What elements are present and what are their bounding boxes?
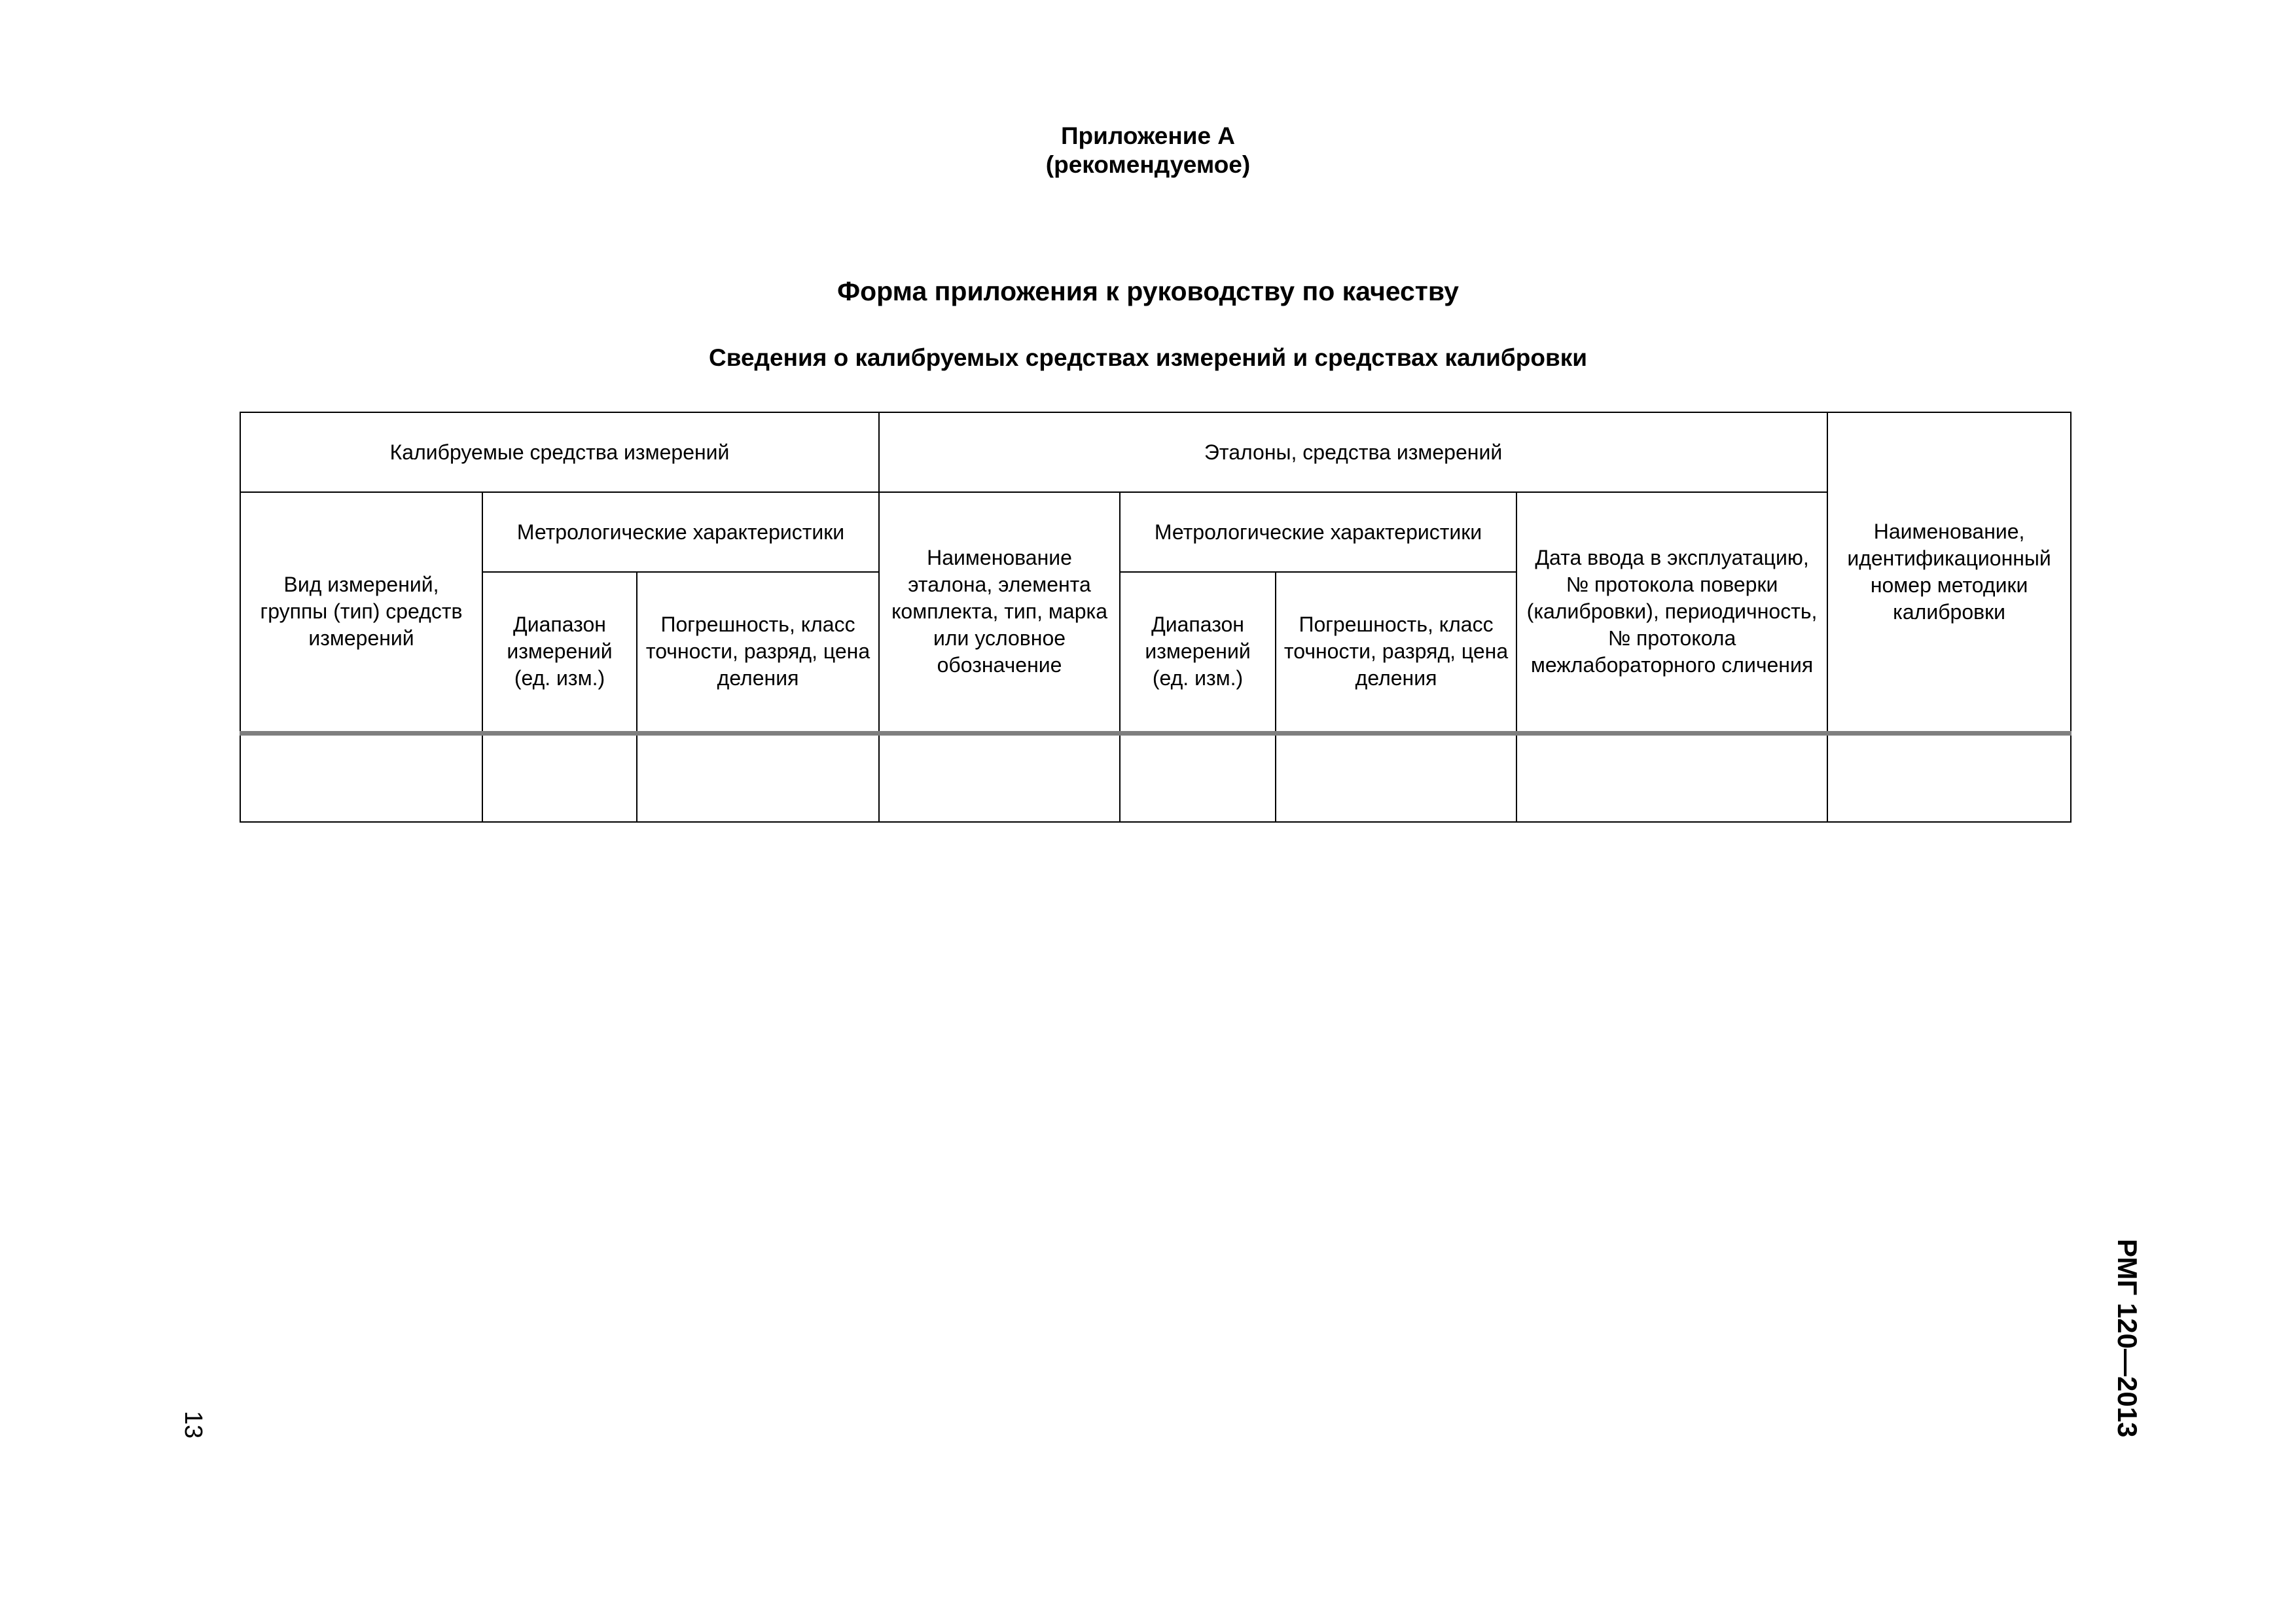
header-range-calibrated: Диапазон измерений (ед. изм.) [482, 572, 637, 733]
header-standard-name: Наименование эталона, элемента комплекта, тип, марка или условное обозначение [879, 492, 1120, 733]
header-range-standards: Диапазон измерений (ед. изм.) [1120, 572, 1276, 733]
table-row [240, 733, 2071, 822]
header-measurement-type: Вид измерений, группы (тип) средств измерений [240, 492, 482, 733]
page-number: 13 [179, 1410, 207, 1439]
table-cell [1276, 733, 1516, 822]
calibration-table [240, 412, 2072, 823]
document-code: РМГ 120—2013 [2112, 1239, 2143, 1438]
header-metrological-standards: Метрологические характеристики [1120, 492, 1516, 572]
header-error-standards: Погрешность, класс точности, разряд, цена деления [1276, 572, 1516, 733]
table-cell [482, 733, 637, 822]
table-header-row-2 [240, 492, 2071, 572]
table-cell [879, 733, 1120, 822]
form-title: Форма приложения к руководству по качеству [837, 276, 1459, 306]
table-cell [637, 733, 879, 822]
table-cell [240, 733, 482, 822]
table-title: Сведения о калибруемых средствах измерений и средствах калибровки [709, 344, 1587, 371]
header-standards: Эталоны, средства измерений [879, 412, 1827, 492]
table-cell [1827, 733, 2071, 822]
header-metrological-calibrated: Метрологические характеристики [482, 492, 879, 572]
header-commissioning: Дата ввода в эксплуатацию, № протокола поверки (калибровки), периодичность, № протокола межлабораторного сличения [1516, 492, 1827, 733]
header-calibrated-instruments: Калибруемые средства измерений [240, 412, 879, 492]
header-method-name: Наименование, идентификационный номер методики калибровки [1827, 412, 2071, 733]
header-error-calibrated: Погрешность, класс точности, разряд, цена деления [637, 572, 879, 733]
table-header-row-1 [240, 412, 2071, 492]
table-cell [1120, 733, 1276, 822]
appendix-subtitle: (рекомендуемое) [1045, 151, 1251, 178]
table-cell [1516, 733, 1827, 822]
appendix-title: Приложение А [1060, 122, 1236, 149]
